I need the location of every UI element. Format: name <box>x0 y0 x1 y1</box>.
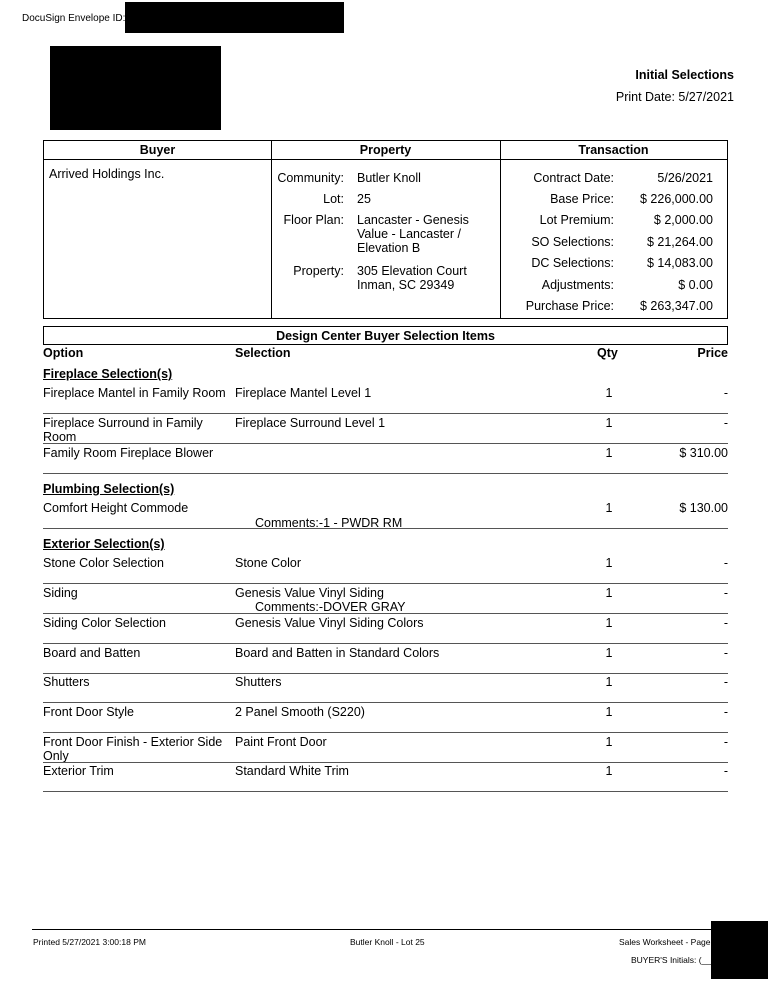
footer-page: Sales Worksheet - Page <box>619 937 711 947</box>
dc-selections-label: DC Selections: <box>531 256 614 270</box>
row-option: Siding <box>43 586 78 600</box>
footer-center: Butler Knoll - Lot 25 <box>350 937 425 947</box>
row-option-continued: Only <box>43 749 69 763</box>
property-label: Property: <box>293 264 344 278</box>
floor-plan-line-2: Value - Lancaster / <box>357 227 461 241</box>
row-comment: Comments:-1 - PWDR RM <box>255 516 403 530</box>
row-selection: Standard White Trim <box>235 764 349 778</box>
row-qty: 1 <box>605 556 613 570</box>
column-header-qty: Qty <box>597 346 618 360</box>
so-selections-label: SO Selections: <box>531 235 614 249</box>
group-title-fireplace: Fireplace Selection(s) <box>43 367 173 381</box>
lot-value: 25 <box>357 192 371 206</box>
print-date: Print Date: 5/27/2021 <box>615 90 734 104</box>
row-qty: 1 <box>605 616 613 630</box>
lot-label: Lot: <box>323 192 344 206</box>
lot-premium-label: Lot Premium: <box>539 213 614 227</box>
base-price-label: Base Price: <box>550 192 614 206</box>
row-selection: 2 Panel Smooth (S220) <box>235 705 365 719</box>
row-divider <box>43 673 728 674</box>
property-heading: Property <box>271 141 500 160</box>
row-price: - <box>723 616 728 630</box>
row-selection: Genesis Value Vinyl Siding <box>235 586 384 600</box>
row-option: Comfort Height Commode <box>43 501 189 515</box>
row-divider <box>43 528 728 529</box>
redacted-envelope-id <box>125 2 344 33</box>
column-header-selection: Selection <box>235 346 291 360</box>
row-selection: Shutters <box>235 675 282 689</box>
transaction-heading: Transaction <box>500 141 727 160</box>
community-value: Butler Knoll <box>357 171 421 185</box>
row-option-continued: Room <box>43 430 77 444</box>
row-selection: Paint Front Door <box>235 735 327 749</box>
row-qty: 1 <box>605 416 613 430</box>
buyer-column <box>44 141 272 318</box>
row-price: - <box>723 705 728 719</box>
row-price: - <box>723 556 728 570</box>
row-selection: Genesis Value Vinyl Siding Colors <box>235 616 424 630</box>
so-selections-value: $ 21,264.00 <box>646 235 713 249</box>
row-selection: Board and Batten in Standard Colors <box>235 646 440 660</box>
row-divider <box>43 443 728 444</box>
row-divider <box>43 583 728 584</box>
footer-printed: Printed 5/27/2021 3:00:18 PM <box>33 937 146 947</box>
row-price: - <box>723 386 728 400</box>
transaction-column <box>500 141 727 318</box>
row-divider <box>43 613 728 614</box>
redacted-initials <box>711 921 768 979</box>
adjustments-value: $ 0.00 <box>678 278 713 292</box>
row-option: Stone Color Selection <box>43 556 164 570</box>
dc-selections-value: $ 14,083.00 <box>646 256 713 270</box>
row-divider <box>43 413 728 414</box>
footer-divider <box>32 929 724 930</box>
row-qty: 1 <box>605 735 613 749</box>
row-option: Shutters <box>43 675 90 689</box>
address-line-2: Inman, SC 29349 <box>357 278 455 292</box>
row-option: Fireplace Mantel in Family Room <box>43 386 226 400</box>
row-divider <box>43 762 728 763</box>
group-title-exterior: Exterior Selection(s) <box>43 537 165 551</box>
row-option: Front Door Finish - Exterior Side <box>43 735 223 749</box>
row-qty: 1 <box>605 501 613 515</box>
group-title-plumbing: Plumbing Selection(s) <box>43 482 175 496</box>
base-price-value: $ 226,000.00 <box>640 192 713 206</box>
floor-plan-line-1: Lancaster - Genesis <box>357 213 469 227</box>
summary-table <box>43 140 728 319</box>
lot-premium-value: $ 2,000.00 <box>653 213 713 227</box>
row-price: - <box>723 764 728 778</box>
row-price: $ 130.00 <box>679 501 728 515</box>
row-qty: 1 <box>605 586 613 600</box>
row-price: - <box>723 646 728 660</box>
row-price: - <box>723 675 728 689</box>
row-divider <box>43 473 728 474</box>
purchase-price-label: Purchase Price: <box>525 299 614 313</box>
row-price: - <box>723 735 728 749</box>
row-price: $ 310.00 <box>679 446 728 460</box>
contract-date-value: 5/26/2021 <box>657 171 713 185</box>
row-selection: Fireplace Surround Level 1 <box>235 416 386 430</box>
address-line-1: 305 Elevation Court <box>357 264 467 278</box>
row-option: Board and Batten <box>43 646 141 660</box>
property-column <box>271 141 501 318</box>
row-option: Family Room Fireplace Blower <box>43 446 214 460</box>
redacted-logo <box>50 46 221 130</box>
row-qty: 1 <box>605 446 613 460</box>
row-selection: Fireplace Mantel Level 1 <box>235 386 372 400</box>
adjustments-label: Adjustments: <box>541 278 614 292</box>
envelope-id-label: DocuSign Envelope ID: <box>22 13 126 24</box>
buyer-heading: Buyer <box>44 141 271 160</box>
row-option: Siding Color Selection <box>43 616 166 630</box>
row-divider <box>43 732 728 733</box>
row-qty: 1 <box>605 705 613 719</box>
document-title: Initial Selections <box>635 68 734 82</box>
row-qty: 1 <box>605 646 613 660</box>
column-header-option: Option <box>43 346 84 360</box>
row-qty: 1 <box>605 675 613 689</box>
footer-initials: BUYER'S Initials: (__ <box>631 955 712 965</box>
row-divider <box>43 702 728 703</box>
section-title: Design Center Buyer Selection Items <box>43 326 728 345</box>
column-header-price: Price <box>697 346 728 360</box>
contract-date-label: Contract Date: <box>533 171 614 185</box>
row-divider <box>43 643 728 644</box>
floor-plan-line-3: Elevation B <box>357 241 421 255</box>
row-option: Front Door Style <box>43 705 135 719</box>
row-qty: 1 <box>605 386 613 400</box>
row-option: Exterior Trim <box>43 764 114 778</box>
row-comment: Comments:-DOVER GRAY <box>255 600 406 614</box>
row-price: - <box>723 586 728 600</box>
purchase-price-value: $ 263,347.00 <box>640 299 713 313</box>
row-price: - <box>723 416 728 430</box>
floor-plan-label: Floor Plan: <box>283 213 344 227</box>
community-label: Community: <box>277 171 344 185</box>
row-divider <box>43 791 728 792</box>
row-option: Fireplace Surround in Family <box>43 416 203 430</box>
row-selection: Stone Color <box>235 556 302 570</box>
buyer-name: Arrived Holdings Inc. <box>49 167 165 181</box>
row-qty: 1 <box>605 764 613 778</box>
